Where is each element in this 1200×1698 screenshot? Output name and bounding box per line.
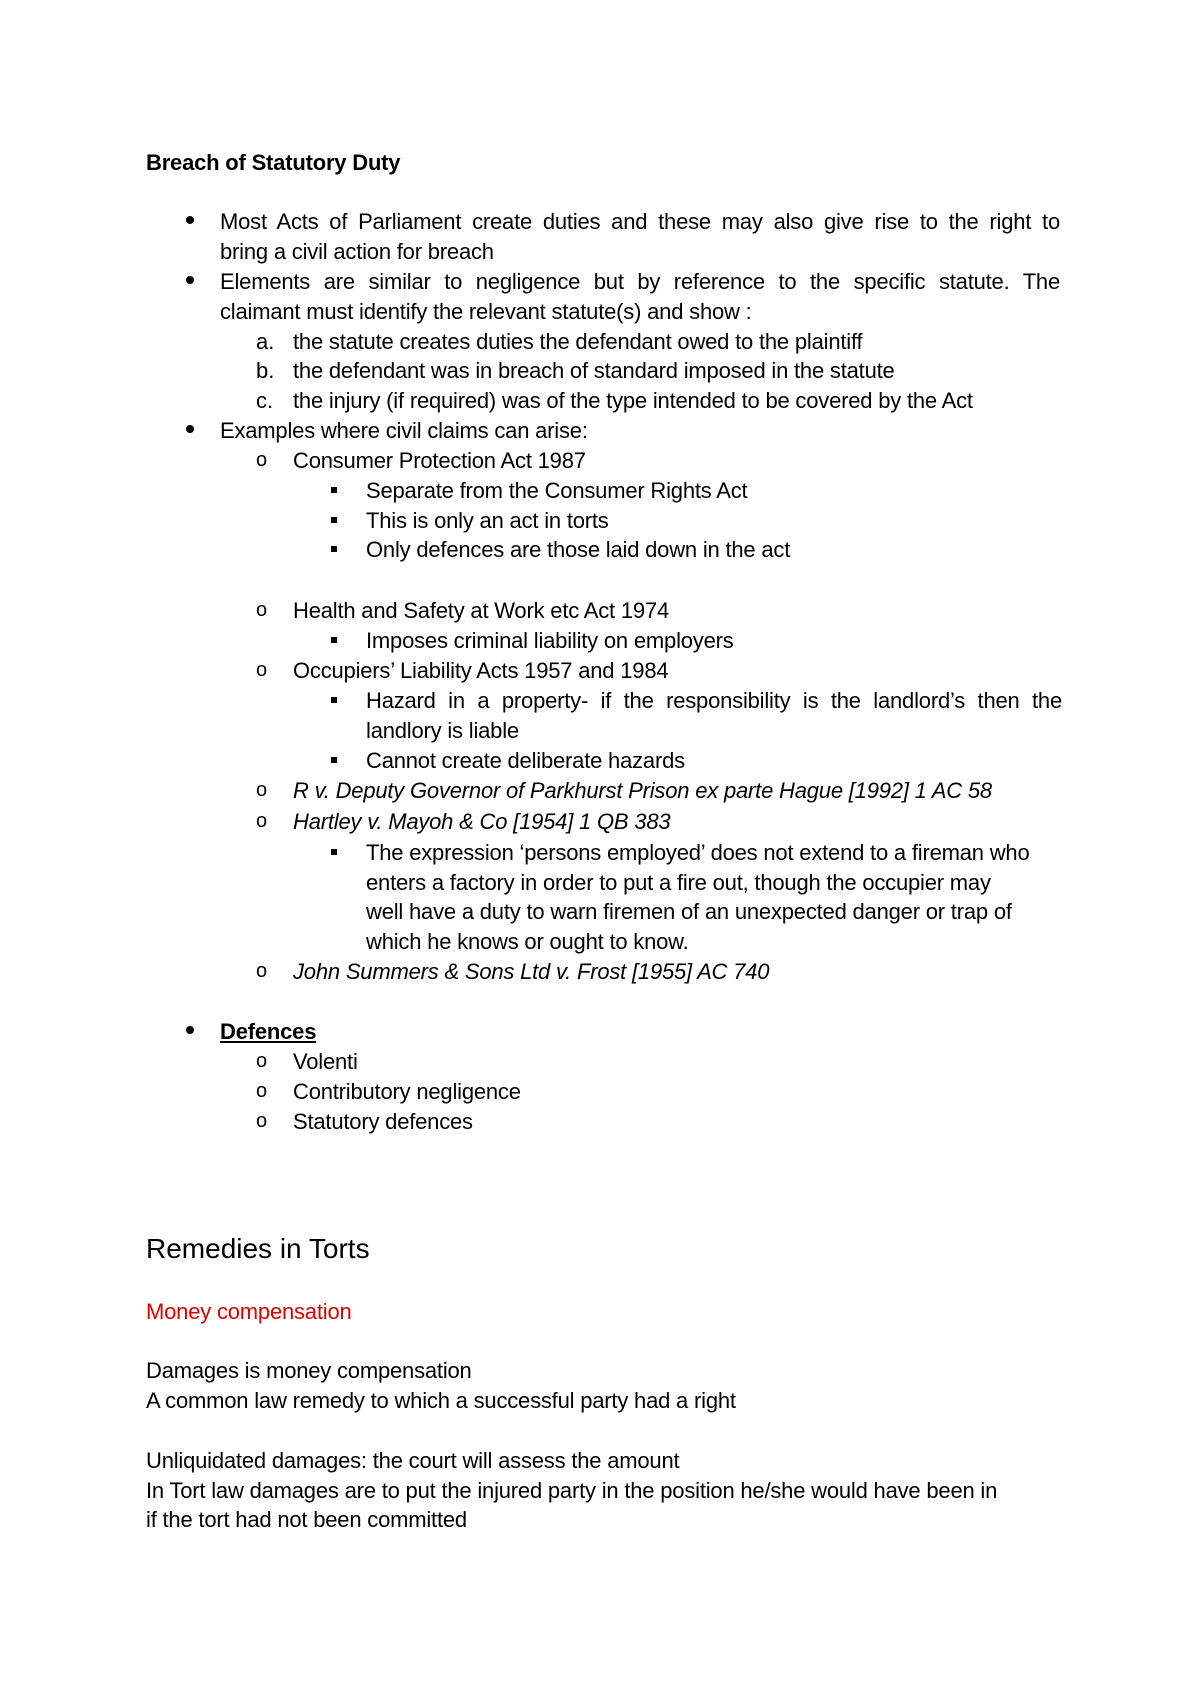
bullet-marker (186, 1026, 194, 1034)
sub-sub-item: landlory is liable (366, 718, 519, 743)
sub-sub-item: Imposes criminal liability on employers (366, 628, 734, 653)
bullet-marker (186, 216, 194, 224)
paragraph: Damages is money compensation (146, 1358, 472, 1383)
sub-sub-item: Only defences are those laid down in the act (366, 537, 791, 562)
bullet-marker (186, 276, 194, 284)
defence-item: Contributory negligence (293, 1079, 521, 1104)
remedies-heading: Remedies in Torts (146, 1233, 370, 1264)
sub-sub-item: Separate from the Consumer Rights Act (366, 478, 748, 503)
bullet-marker (186, 425, 194, 433)
square-bullet (331, 849, 337, 855)
sub-item: Health and Safety at Work etc Act 1974 (293, 598, 669, 623)
list-marker: a. (256, 329, 275, 354)
list-item: the defendant was in breach of standard imposed in the statute (293, 358, 895, 383)
circle-bullet: o (256, 1110, 268, 1132)
square-bullet (331, 637, 337, 643)
circle-bullet: o (256, 810, 268, 832)
defence-item: Statutory defences (293, 1109, 473, 1134)
circle-bullet: o (256, 599, 268, 621)
circle-bullet: o (256, 1050, 268, 1072)
sub-sub-item: Hazard in a property- if the responsibility is the landlord’s then the (366, 688, 1062, 713)
list-item: the injury (if required) was of the type intended to be covered by the Act (293, 388, 973, 413)
paragraph: Unliquidated damages: the court will assess the amount (146, 1448, 680, 1473)
bullet-text: Examples where civil claims can arise: (220, 418, 588, 443)
square-bullet (331, 517, 337, 523)
defences-title: Defences (220, 1019, 317, 1044)
section-heading: Breach of Statutory Duty (146, 150, 401, 175)
case-citation: R v. Deputy Governor of Parkhurst Prison ex parte Hague [1992] 1 AC 58 (293, 778, 992, 803)
bullet-text: Elements are similar to negligence but by reference to the specific statute. The (220, 269, 1060, 294)
bullet-text: Most Acts of Parliament create duties and these may also give rise to the right to (220, 209, 1060, 234)
list-marker: b. (256, 358, 275, 383)
square-bullet (331, 697, 337, 703)
sub-item: Occupiers’ Liability Acts 1957 and 1984 (293, 658, 669, 683)
case-citation: Hartley v. Mayoh & Co [1954] 1 QB 383 (293, 809, 671, 834)
paragraph: if the tort had not been committed (146, 1507, 467, 1532)
square-bullet (331, 757, 337, 763)
case-note: enters a factory in order to put a fire out, though the occupier may (366, 870, 991, 895)
circle-bullet: o (256, 779, 268, 801)
list-marker: c. (256, 388, 274, 413)
circle-bullet: o (256, 960, 268, 982)
case-citation: John Summers & Sons Ltd v. Frost [1955] AC 740 (293, 959, 770, 984)
square-bullet (331, 487, 337, 493)
bullet-text: claimant must identify the relevant statute(s) and show : (220, 299, 752, 324)
paragraph: In Tort law damages are to put the injured party in the position he/she would have been in (146, 1478, 998, 1503)
case-note: which he knows or ought to know. (366, 929, 689, 954)
circle-bullet: o (256, 1080, 268, 1102)
sub-sub-item: This is only an act in torts (366, 508, 609, 533)
sub-sub-item: Cannot create deliberate hazards (366, 748, 685, 773)
defence-item: Volenti (293, 1049, 358, 1074)
sub-item: Consumer Protection Act 1987 (293, 448, 586, 473)
paragraph: A common law remedy to which a successful party had a right (146, 1388, 736, 1413)
circle-bullet: o (256, 449, 268, 471)
case-note: well have a duty to warn firemen of an unexpected danger or trap of (366, 899, 1012, 924)
money-heading: Money compensation (146, 1299, 352, 1324)
circle-bullet: o (256, 659, 268, 681)
bullet-text: bring a civil action for breach (220, 239, 494, 264)
list-item: the statute creates duties the defendant owed to the plaintiff (293, 329, 863, 354)
case-note: The expression ‘persons employed’ does not extend to a fireman who (366, 840, 1030, 865)
square-bullet (331, 546, 337, 552)
